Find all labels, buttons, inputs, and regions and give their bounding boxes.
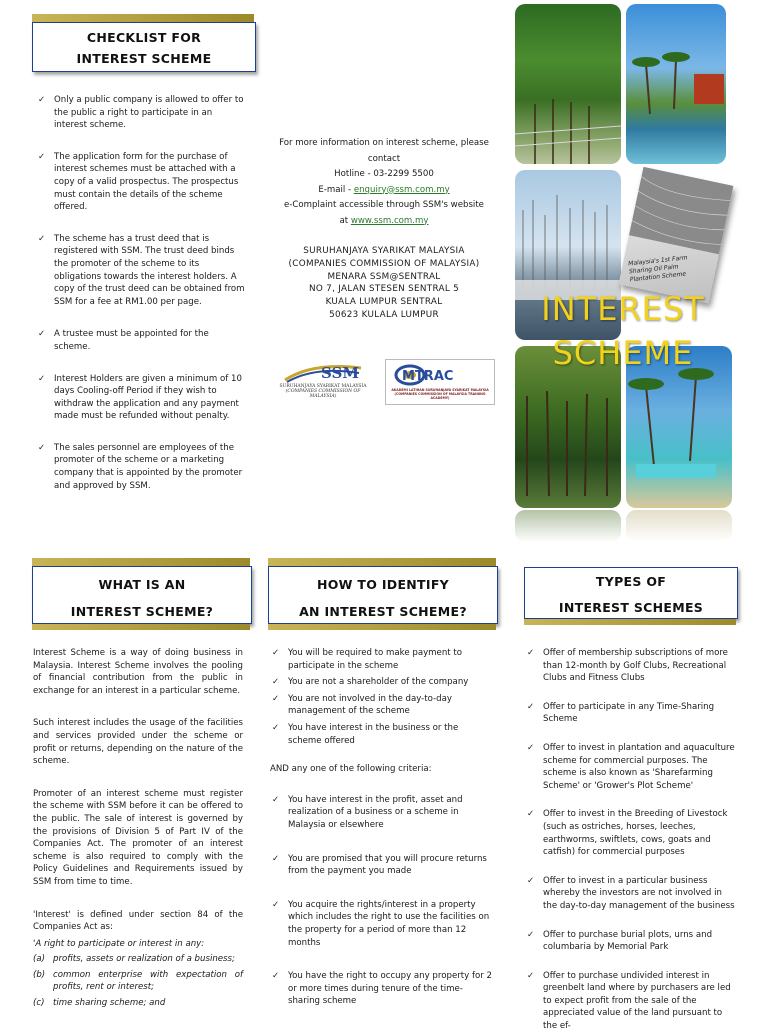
list-item: ✓ You are promised that you will procure returns from the payment you made [272, 853, 494, 878]
gold-bar [268, 558, 496, 566]
types-header [524, 567, 738, 619]
ssm-logo-text: SSM [321, 364, 359, 382]
gold-bar [268, 624, 496, 630]
address-line: MENARA SSM@SENTRAL [327, 271, 441, 282]
list-item: ✓ Offer to purchase undivided interest in greenbelt land where by purchasers are led to expect profit from the sale of the appreciated value of the land pursuant to the ef- [527, 970, 737, 1033]
list-item: ✓ Interest Holders are given a minimum of 10 days Cooling-off Period if they wish to withdraw the application and any payment made must be refunded without penalty. [38, 373, 246, 423]
paragraph: Interest Scheme is a way of doing business in Malaysia. Interest Scheme involves the pooling of financial contribution from the public in exchange for an interest in a particular scheme. [33, 648, 243, 696]
photo-reflection [515, 510, 621, 542]
paragraph: Promoter of an interest scheme must register the scheme with SSM before it can be offered to the public. The sale of interest is governed by the provisions of Division 5 of Part IV of the Companies Act. The promoter of an interest scheme is also required to comply with the Policy Guidelines and Requirements issued by SSM from time to time. [33, 788, 243, 887]
header-line: TYPES OF [595, 574, 667, 589]
ssm-logo-sub: SURUHANJAYA SYARIKAT MALAYSIA [279, 384, 367, 389]
header-line: CHECKLIST FOR [86, 30, 202, 45]
quote-line: 'A right to participate or interest in any: [33, 938, 205, 949]
identify-header [268, 566, 498, 624]
website-link[interactable]: www.ssm.com.my [350, 215, 429, 226]
forest-photo [515, 4, 621, 164]
header-line: INTEREST SCHEME? [70, 604, 214, 619]
criteria-list [272, 794, 494, 1008]
cover-title-line2: SCHEME [552, 334, 694, 372]
gold-bar [524, 619, 736, 625]
list-item: ✓ Offer to invest in plantation and aquaculture scheme for commercial purposes. The scheme is also known as 'Sharefarming Scheme' or 'Grower's Plot Scheme' [527, 742, 737, 792]
address-line: KUALA LUMPUR SENTRAL [325, 297, 443, 308]
list-item: ✓ The sales personnel are employees of the promoter of the scheme or a marketing company that is appointed by the promoter and approved by SSM. [38, 442, 246, 492]
header-line: INTEREST SCHEME [76, 51, 212, 66]
mtrac-logo-sub: AKADEMI LATIHAN SURUHANJAYA SYARIKAT MALAYSIA (COMPANIES COMMISSION OF MALAYSIA TRAINING ACADEMY) [391, 388, 489, 400]
header-line: HOW TO IDENTIFY [316, 577, 450, 592]
list-item: ✓ You acquire the rights/interest in a property which includes the right to use the facilities on the property for a period of more than 12 months [272, 899, 494, 949]
list-item: ✓ You are not a shareholder of the company [272, 676, 494, 689]
definition-item: (b) common enterprise with expectation of profits, rent or interest; [33, 969, 243, 993]
list-item: ✓ Only a public company is allowed to offer to the public a right to participate in an interest scheme. [38, 94, 246, 132]
address [272, 245, 496, 322]
gold-bar [32, 14, 254, 22]
brochure-image [619, 167, 734, 304]
paragraph: Such interest includes the usage of the facilities and services provided under the scheme or profit or returns, depending on the nature of the scheme. [33, 718, 243, 767]
address-line: SURUHANJAYA SYARIKAT MALAYSIA [303, 246, 465, 256]
website-line: at www.ssm.com.my [339, 215, 429, 226]
hotline: Hotline - 03-2299 5500 [334, 169, 434, 179]
contact-info [272, 136, 496, 229]
list-item: ✓ You have the right to occupy any property for 2 or more times during tenure of the time-sharing scheme [272, 970, 494, 1008]
email-line: E-mail - enquiry@ssm.com.my [318, 184, 450, 195]
list-item: ✓ Offer to participate in any Time-Sharing Scheme [527, 701, 737, 726]
paragraph: 'Interest' is defined under section 84 of the Companies Act as: [33, 909, 243, 933]
contact-line: For more information on interest scheme, please contact [279, 138, 489, 164]
list-item: ✓ The application form for the purchase of interest schemes must be attached with a copy of a valid prospectus. The prospectus must contain the details of the scheme offered. [38, 151, 246, 214]
ssm-logo [275, 360, 371, 404]
list-item: ✓ You have interest in the business or the scheme offered [272, 722, 494, 747]
list-item: ✓ Offer to invest in a particular business whereby the investors are not involved in the day-to-day management of the business [527, 875, 737, 913]
cover-title-line1: INTEREST [541, 290, 705, 328]
list-item: ✓ Offer of membership subscriptions of more than 12-month by Golf Clubs, Recreational Clubs and Fitness Clubs [527, 647, 737, 685]
list-item: ✓ Offer to invest in the Breeding of Livestock (such as ostriches, horses, leeches, earthworms, swiftlets, cows, goats and catfish) for commercial purposes [527, 808, 737, 858]
list-item: ✓ A trustee must be appointed for the scheme. [38, 328, 246, 353]
what-header [32, 566, 252, 624]
address-line: NO 7, JALAN STESEN SENTRAL 5 [308, 284, 460, 295]
list-item: ✓ You have interest in the profit, asset and realization of a business or a scheme in Malaysia or elsewhere [272, 794, 494, 832]
mtrac-logo-text: MTRAC [402, 369, 454, 384]
email-link[interactable]: enquiry@ssm.com.my [353, 184, 450, 195]
checklist [38, 94, 246, 492]
address-line: 50623 KULALA LUMPUR [329, 309, 439, 320]
header-line: INTEREST SCHEMES [558, 600, 704, 615]
header-line: WHAT IS AN [98, 577, 186, 592]
ssm-logo-sub: (COMPANIES COMMISSION OF MALAYSIA) [285, 389, 361, 399]
brochure-caption: Malaysia's 1st Farm Sharing Oil Palm Plantation Scheme [627, 254, 688, 284]
criteria-intro: AND any one of the following criteria: [270, 764, 432, 775]
header-line: AN INTEREST SCHEME? [299, 604, 467, 619]
list-item: ✓ The scheme has a trust deed that is registered with SSM. The trust deed binds the promoter of the scheme to its obligations towards the interest holders. A copy of the trust deed can be obtained from SSM for a fee at RM1.00 per page. [38, 233, 246, 309]
identify-content [272, 647, 494, 1008]
mtrac-logo [385, 359, 495, 405]
list-item: ✓ You will be required to make payment to participate in the scheme [272, 647, 494, 672]
resort-photo [626, 4, 726, 164]
what-content [33, 647, 243, 1010]
checklist-header [32, 22, 256, 72]
complaint-line: e-Complaint accessible through SSM's website [284, 200, 484, 210]
identify-list [272, 647, 494, 747]
list-item: ✓ You are not involved in the day-to-day management of the scheme [272, 693, 494, 718]
list-item: ✓ Offer to purchase burial plots, urns and columbaria by Memorial Park [527, 929, 737, 954]
types-list [527, 647, 737, 1033]
definition-item: (a) profits, assets or realization of a business; [33, 954, 235, 965]
definition-item: (c) time sharing scheme; and [33, 998, 166, 1009]
address-line: (COMPANIES COMMISSION OF MALAYSIA) [288, 258, 480, 269]
gold-bar [32, 558, 250, 566]
gold-bar [32, 624, 250, 630]
photo-reflection [626, 510, 732, 542]
